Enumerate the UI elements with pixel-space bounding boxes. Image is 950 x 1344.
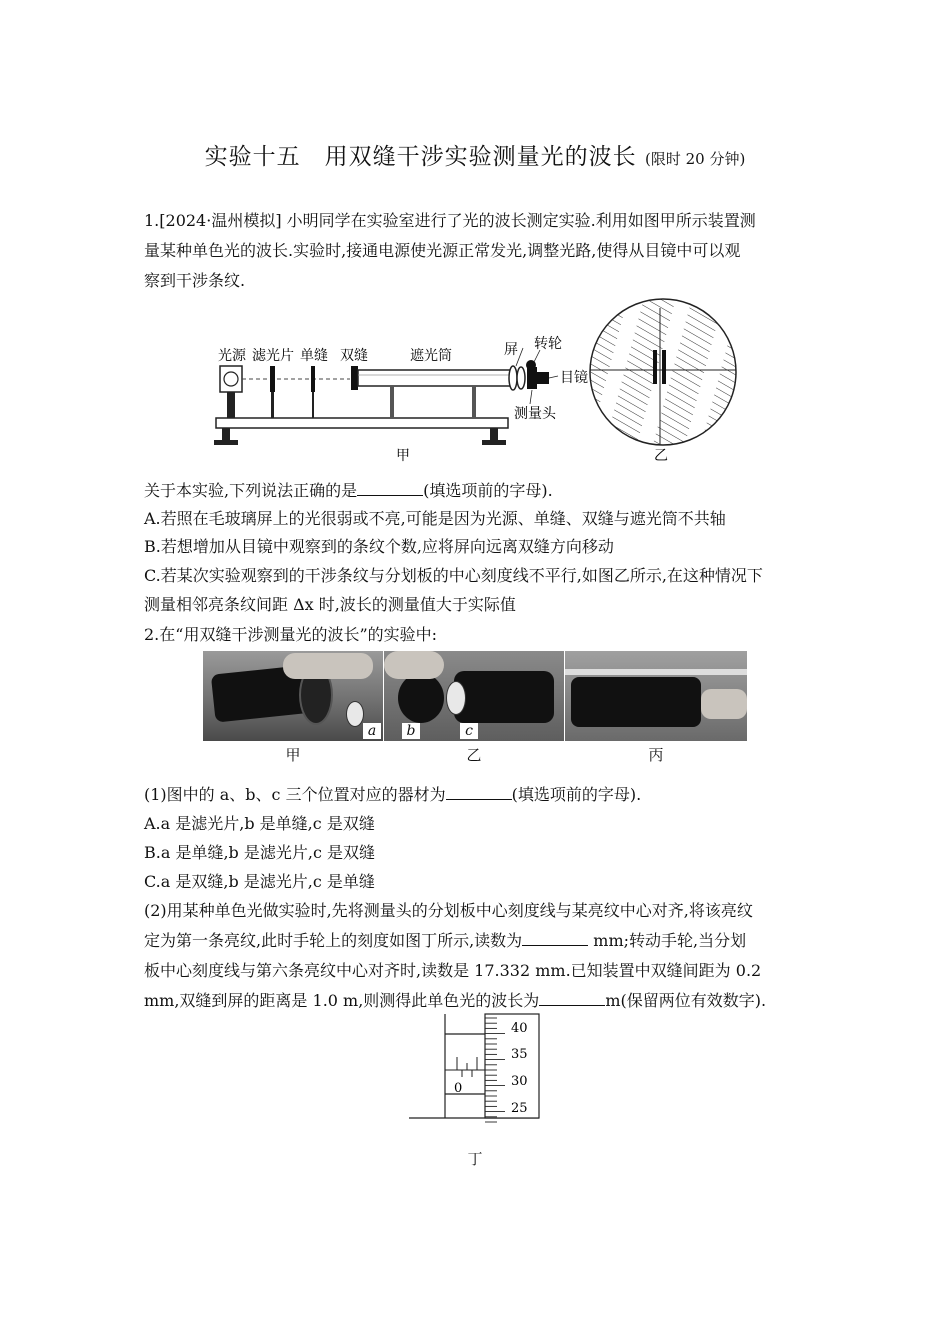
tube-photo-yi — [454, 671, 554, 723]
filter-stand — [271, 392, 274, 418]
label-b: b — [402, 723, 420, 739]
label-wheel: 转轮 — [534, 336, 562, 352]
tube-support-left — [390, 386, 394, 418]
q2-intro: 2.在“用双缝干涉测量光的波长”的实验中: — [144, 625, 438, 644]
tube-support-right — [472, 386, 476, 418]
label-single-slit: 单缝 — [300, 348, 328, 364]
thimble-label-35: 35 — [511, 1047, 528, 1062]
page-title — [0, 138, 950, 171]
light-source-bulb-icon — [224, 372, 238, 386]
label-c: c — [460, 723, 478, 739]
label-eyepiece: 目镜 — [560, 370, 588, 386]
q2-part2-line1: (2)用某种单色光做实验时,先将测量头的分划板中心刻度线与某亮纹中心对齐,将该亮纹 — [144, 901, 753, 920]
photo-yi — [384, 651, 564, 741]
q2-part2-line3: 板中心刻度线与第六条亮纹中心对齐时,读数是 17.332 mm.已知装置中双缝间距为 0.2 — [144, 961, 762, 980]
tube-photo-bing — [571, 677, 701, 727]
label-a: a — [363, 723, 381, 739]
q2-part2-line4-suffix: m(保留两位有效数字). — [605, 991, 767, 1010]
q1-option-c-line1: C.若某次实验观察到的干涉条纹与分划板的中心刻度线不平行,如图乙所示,在这种情况下 — [144, 566, 763, 585]
q1-option-c-line2: 测量相邻亮条纹间距 Δx 时,波长的测量值大于实际值 — [144, 595, 516, 614]
filter-element — [270, 366, 275, 392]
reticle-mark-left — [653, 350, 657, 384]
rail-photo-bing — [565, 669, 747, 675]
label-screen: 屏 — [504, 342, 518, 358]
label-measuring-head: 测量头 — [514, 406, 556, 422]
double-slit-element — [351, 366, 358, 390]
q2-part1-text: (1)图中的 a、b、c 三个位置对应的器材为 — [144, 785, 446, 804]
rail-leg-left — [222, 428, 230, 442]
rail — [216, 418, 508, 428]
q1-answer-blank — [357, 477, 423, 496]
field-of-view-diagram — [588, 298, 740, 466]
eyepiece-pointer — [549, 376, 558, 378]
q2-option-c: C.a 是双缝,b 是滤光片,c 是单缝 — [144, 872, 375, 891]
q2-reading-blank — [522, 927, 588, 946]
micrometer-diagram — [405, 1012, 550, 1124]
label-double-slit: 双缝 — [340, 348, 368, 364]
part-a-disk — [346, 701, 364, 727]
hand-yi — [384, 651, 444, 679]
q2-part2-line4-text: mm,双缝到屏的距离是 1.0 m,则测得此单色光的波长为 — [144, 991, 540, 1010]
apparatus-diagram — [200, 320, 610, 470]
photo-caption-yi: 乙 — [466, 746, 482, 764]
q2-option-b: B.a 是单缝,b 是滤光片,c 是双缝 — [144, 843, 376, 862]
photo-caption-bing: 丙 — [648, 746, 664, 764]
thimble-label-40: 40 — [511, 1021, 528, 1036]
single-slit-stand — [312, 392, 314, 418]
light-source-stand — [227, 392, 235, 418]
rail-foot-left — [214, 440, 238, 445]
title-main: 实验十五 用双缝干涉实验测量光的波长 — [204, 144, 637, 170]
measuring-head-body — [527, 367, 537, 389]
sleeve-zero-label: 0 — [454, 1081, 463, 1096]
screen-element — [509, 366, 517, 390]
thimble-label-25: 25 — [511, 1101, 528, 1116]
photo-caption-jia: 甲 — [285, 746, 301, 764]
eyepiece-element — [537, 372, 549, 384]
q2-part2-line2 — [144, 926, 808, 956]
caption-yi: 乙 — [654, 448, 668, 464]
label-filter: 滤光片 — [252, 348, 294, 364]
rail-foot-right — [482, 440, 506, 445]
q2-option-a: A.a 是滤光片,b 是单缝,c 是双缝 — [144, 814, 375, 833]
hand-jia — [283, 653, 373, 679]
q1-prompt-suffix: (填选项前的字母). — [423, 481, 553, 500]
q2-part1-blank — [446, 781, 512, 800]
micrometer-caption: 丁 — [467, 1150, 483, 1168]
photo-bing — [565, 651, 747, 741]
q1-line2: 量某种单色光的波长.实验时,接通电源使光源正常发光,调整光路,使得从目镜中可以观 — [144, 241, 741, 260]
q1-line1: 1.[2024·温州模拟] 小明同学在实验室进行了光的波长测定实验.利用如图甲所示装置测 — [144, 211, 756, 230]
photo-jia — [203, 651, 383, 741]
thimble-label-30: 30 — [511, 1074, 528, 1089]
single-slit-element — [311, 366, 315, 392]
q1-prompt-text: 关于本实验,下列说法正确的是 — [144, 481, 358, 500]
q1-prompt — [144, 476, 808, 506]
rail-leg-right — [490, 428, 498, 442]
q2-part2-line2-text: 定为第一条亮纹,此时手轮上的刻度如图丁所示,读数为 — [144, 931, 523, 950]
title-time-limit: (限时 20 分钟) — [644, 150, 746, 168]
q1-option-b: B.若想增加从目镜中观察到的条纹个数,应将屏向远离双缝方向移动 — [144, 537, 614, 556]
shading-tube — [358, 370, 510, 386]
filter-disk-yi — [398, 673, 444, 723]
label-tube: 遮光筒 — [410, 348, 452, 364]
label-light-source: 光源 — [218, 348, 246, 364]
hand-bing — [701, 689, 747, 719]
q2-part2-line2-suffix: mm;转动手轮,当分划 — [588, 931, 747, 950]
screen-ring — [517, 367, 525, 389]
q1-option-a: A.若照在毛玻璃屏上的光很弱或不亮,可能是因为光源、单缝、双缝与遮光筒不共轴 — [144, 509, 726, 528]
part-c-disk — [446, 681, 466, 715]
q1-line3: 察到干涉条纹. — [144, 271, 246, 290]
q2-part1 — [144, 780, 808, 810]
q2-part1-suffix: (填选项前的字母). — [511, 785, 642, 804]
q2-wavelength-blank — [539, 987, 605, 1006]
caption-jia: 甲 — [396, 448, 410, 464]
reticle-mark-right — [662, 350, 666, 384]
head-pointer — [530, 390, 532, 404]
